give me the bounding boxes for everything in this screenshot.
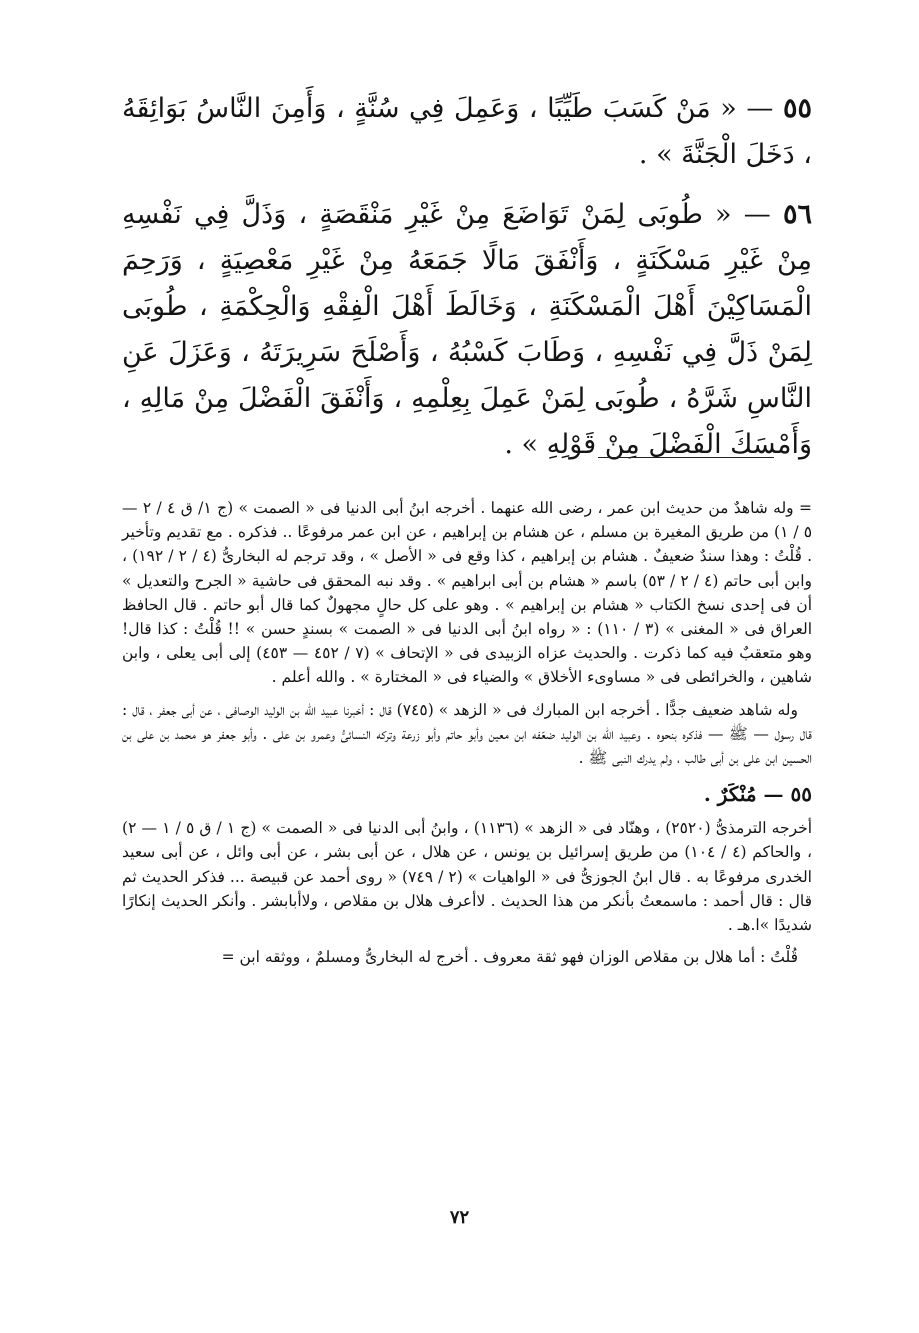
- hadith-text: — « طُوبَى لِمَنْ تَوَاضَعَ مِنْ غَيْرِ مَنْقَصَةٍ ، وَذَلَّ فِي نَفْسِهِ مِنْ غَيْرِ مَسْكَنَةٍ ، وَأَنْفَقَ مَالًا جَمَعَهُ مِنْ غَيْرِ مَعْصِيَةٍ ، وَرَحِمَ الْمَسَاكِيْنَ أَهْلَ الْمَسْكَنَةِ ، وَخَالَطَ أَهْلَ الْفِقْهِ وَالْحِكْمَةِ ، طُوبَى لِمَنْ ذَلَّ فِي نَفْسِهِ ، وَطَابَ كَسْبُهُ ، وَأَصْلَحَ سَرِيرَتَهُ ، وَعَزَلَ عَنِ النَّاسِ شَرَّهُ ، طُوبَى لِمَنْ عَمِلَ بِعِلْمِهِ ، وَأَنْفَقَ الْفَضْلَ مِنْ مَالِهِ ، وَأَمْسَكَ الْفَضْلَ مِنْ قَوْلِهِ » .: [122, 199, 812, 460]
- hadith-number: ٥٥: [782, 93, 812, 124]
- hadith-text: — « مَنْ كَسَبَ طَيِّبًا ، وَعَمِلَ فِي سُنَّةٍ ، وَأَمِنَ النَّاسُ بَوَائِقَهُ ، دَخَلَ الْجَنَّةَ » .: [122, 93, 812, 170]
- main-text: [122, 86, 812, 482]
- footnotes: [122, 496, 812, 977]
- footnote-paragraph: قُلْتُ : أما هلال بن مقلاص الوزان فهو ثقة معروف . أخرج له البخارىُّ ومسلمٌ ، ووثقه ابن =: [221, 948, 798, 967]
- hadith-number: ٥٦: [782, 199, 812, 230]
- footnote-separator: [598, 457, 774, 458]
- hadith-55: [122, 86, 812, 178]
- footnote-paragraph: أخرجه الترمذىُّ (٢٥٢٠) ، وهنّاد فى « الزهد » (١١٣٦) ، وابنُ أبى الدنيا فى « الصمت » (ج ١ / ق ٥ / ١ — ٢) ، والحاكم (٤ / ١٠٤) من طريق إسرائيل بن يونس ، عن هلال ، عن أبى بشر ، عن أبى وائل ، عن أبى سعيد الخدرى مرفوعًا به . قال ابنُ الجوزىُّ فى « الواهيات » (٢ / ٧٤٩) « روى أحمد عن قبيصة ... فذكر الحديث ثم قال : قال أحمد : ماسمعتُ بأنكر من هذا الحديث . لاأعرف هلال بن مقلاص ، ولاأبابشر . وأنكر الحديث إنكارًا شديدًا »ا.هـ .: [122, 819, 813, 935]
- footnote-heading: ٥٥ — مُنْكَرٌ .: [703, 782, 812, 807]
- footnote-paragraph: وله شاهد ضعيف جدًّا . أخرجه ابن المبارك فى « الزهد » (٧٤٥) قال : أخبرنا عبيد الله بن الوليد الوصافى ، عن أبى جعفر ، قال : قال رسول — ﷺ — فذكره بنحوه . وعبيد الله بن الوليد ضعّفه ابن معين وأبو حاتم وأبو زرعة وتركه النسائىُّ وعمرو بن على . وأبو جعفر هو محمد بن على بن الحسين ابن على بن أبى طالب ، ولم يدرك النبى ﷺ .: [122, 700, 812, 768]
- hadith-56: [122, 192, 812, 468]
- footnote-paragraph: = وله شاهدٌ من حديث ابن عمر ، رضى الله عنهما . أخرجه ابنُ أبى الدنيا فى « الصمت » (ج ١/ ق ٤ / ٢ — ٥ / ١) من طريق المغيرة بن مسلم ، عن هشام بن إبراهيم ، عن ابن عمر مرفوعًا .. فذكره . مع تقديم وتأخير . قُلْتُ : وهذا سندٌ ضعيفٌ . هشام بن إبراهيم ، كذا وقع فى « الأصل » ، وقد ترجم له البخارىُّ (٤ / ٢ / ١٩٢) ، وابن أبى حاتم (٤ / ٢ / ٥٣) باسم « هشام بن أبى ابراهيم » . وقد نبه المحقق فى حاشية « الجرح والتعديل » أن فى إحدى نسخ الكتاب « هشام بن إبراهيم » . وهو على كل حالٍ مجهولٌ كما قال أبو حاتم . قال الحافظ العراق فى « المغنى » (٣ / ١١٠) : « رواه ابنُ أبى الدنيا فى « الصمت » بسندٍ حسن » !! قُلْتُ : كذا قال! وهو متعقبٌ فيه كما ذكرت . والحديث عزاه الزبيدى فى « الإتحاف » (٧ / ٤٥٢ — ٤٥٣) إلى أبى يعلى ، وابن شاهين ، والخرائطى فى « مساوىء الأخلاق » والضياء فى « المختارة » . والله أعلم .: [122, 499, 813, 687]
- page-number: ٧٢: [449, 1207, 470, 1228]
